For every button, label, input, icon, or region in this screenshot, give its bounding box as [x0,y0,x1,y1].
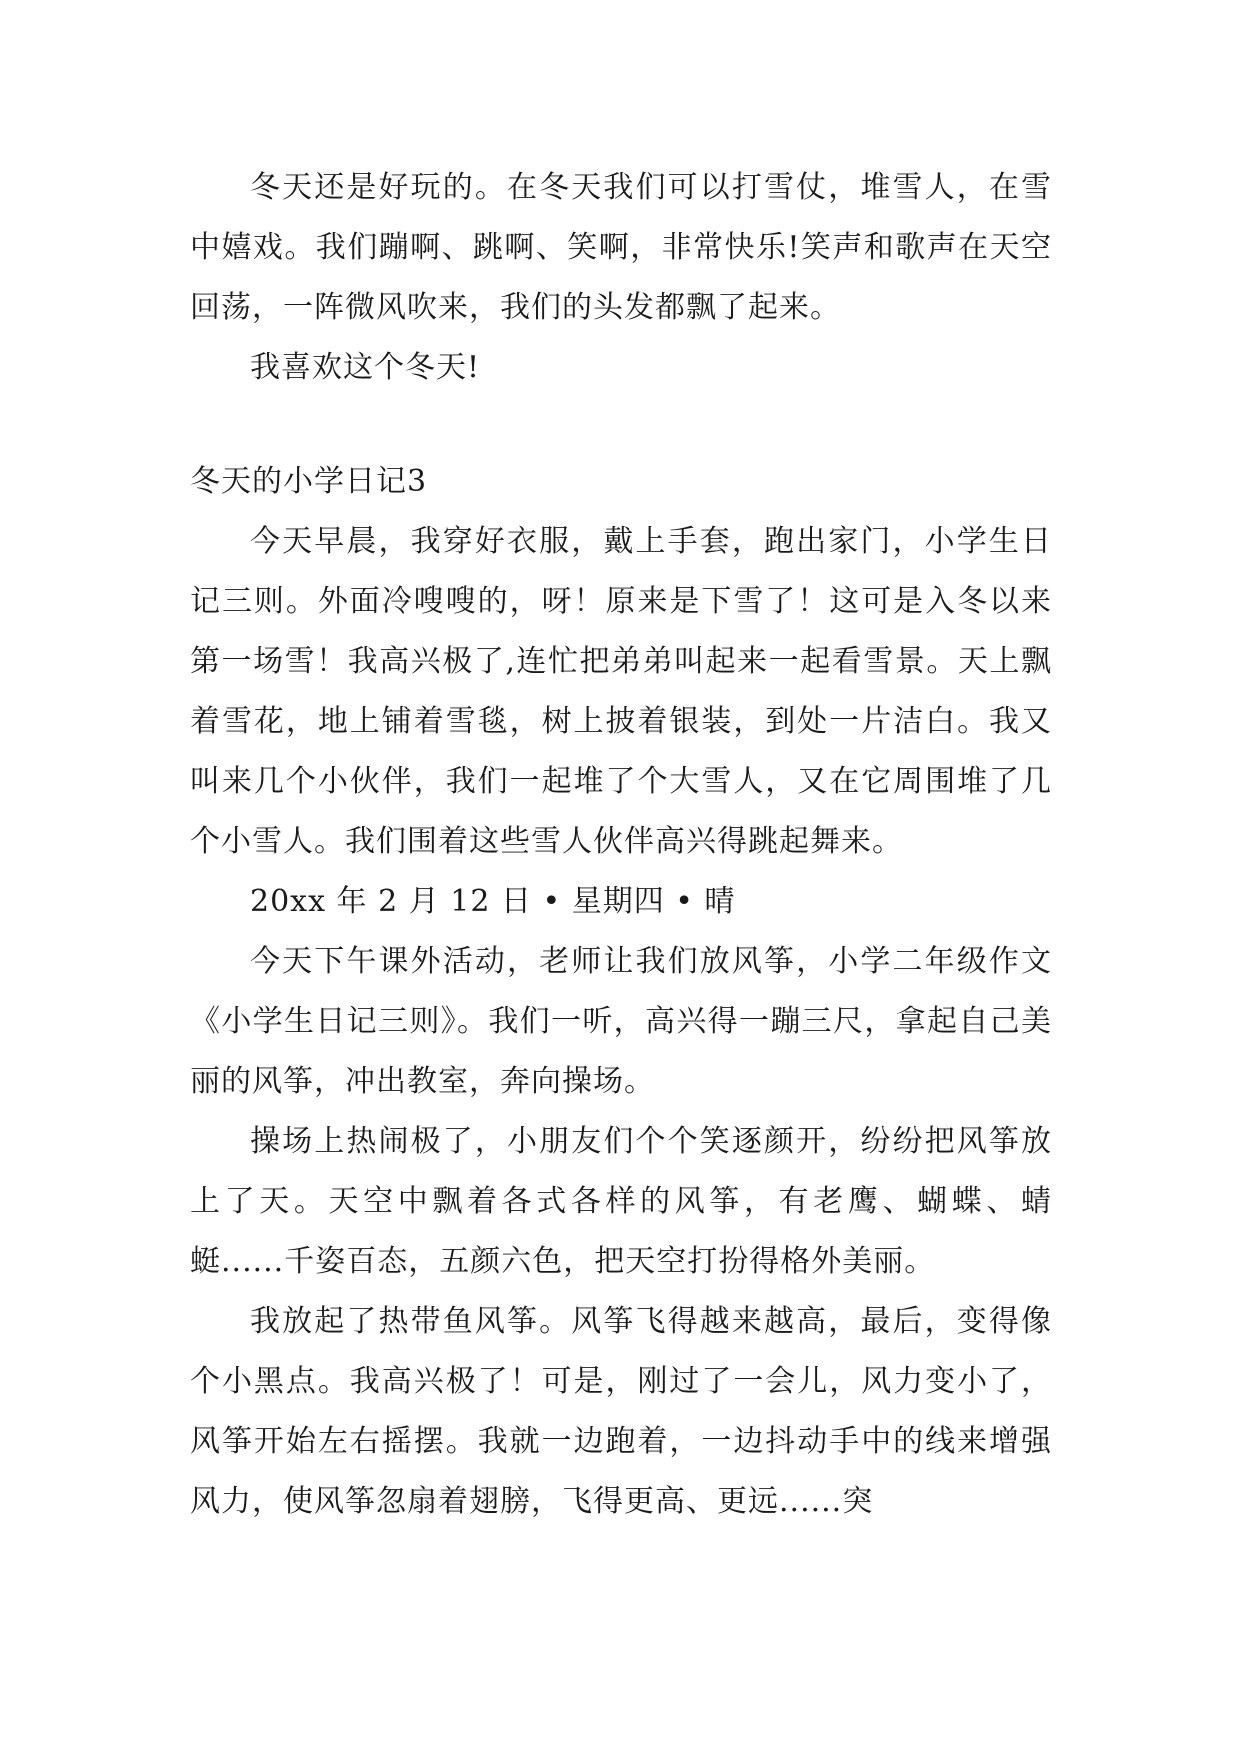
paragraph-4: 今天下午课外活动，老师让我们放风筝，小学二年级作文《小学生日记三则》。我们一听，高兴得一蹦三尺，拿起自己美丽的风筝，冲出教室，奔向操场。 [190,944,1052,1099]
paragraph-6: 我放起了热带鱼风筝。风筝飞得越来越高，最后，变得像个小黑点。我高兴极了！可是，刚过了一会儿，风力变小了，风筝开始左右摇摆。我就一边跑着，一边抖动手中的线来增强风力，使风筝忽扇着翅膀，飞得更高、更远......突 [190,1304,1052,1519]
paragraph-1: 冬天还是好玩的。在冬天我们可以打雪仗，堆雪人，在雪中嬉戏。我们蹦啊、跳啊、笑啊，非常快乐!笑声和歌声在天空回荡，一阵微风吹来，我们的头发都飘了起来。 [190,170,1052,325]
paragraph-3: 今天早晨，我穿好衣服，戴上手套，跑出家门，小学生日记三则。外面冷嗖嗖的，呀！原来是下雪了！这可是入冬以来第一场雪！我高兴极了,连忙把弟弟叫起来一起看雪景。天上飘着雪花，地上铺着雪毯，树上披着银装，到处一片洁白。我又叫来几个小伙伴，我们一起堆了个大雪人，又在它周围堆了几个小雪人。我们围着这些雪人伙伴高兴得跳起舞来。 [190,524,1052,859]
paragraph-2: 我喜欢这个冬天! [250,350,481,385]
date-line: 20xx 年 2 月 12 日 • 星期四 • 晴 [250,884,736,919]
paragraph-5: 操场上热闹极了，小朋友们个个笑逐颜开，纷纷把风筝放上了天。天空中飘着各式各样的风筝，有老鹰、蝴蝶、蜻蜓......千姿百态，五颜六色，把天空打扮得格外美丽。 [190,1124,1052,1279]
document-body [190,158,1052,1532]
section-heading: 冬天的小学日记3 [190,464,428,499]
